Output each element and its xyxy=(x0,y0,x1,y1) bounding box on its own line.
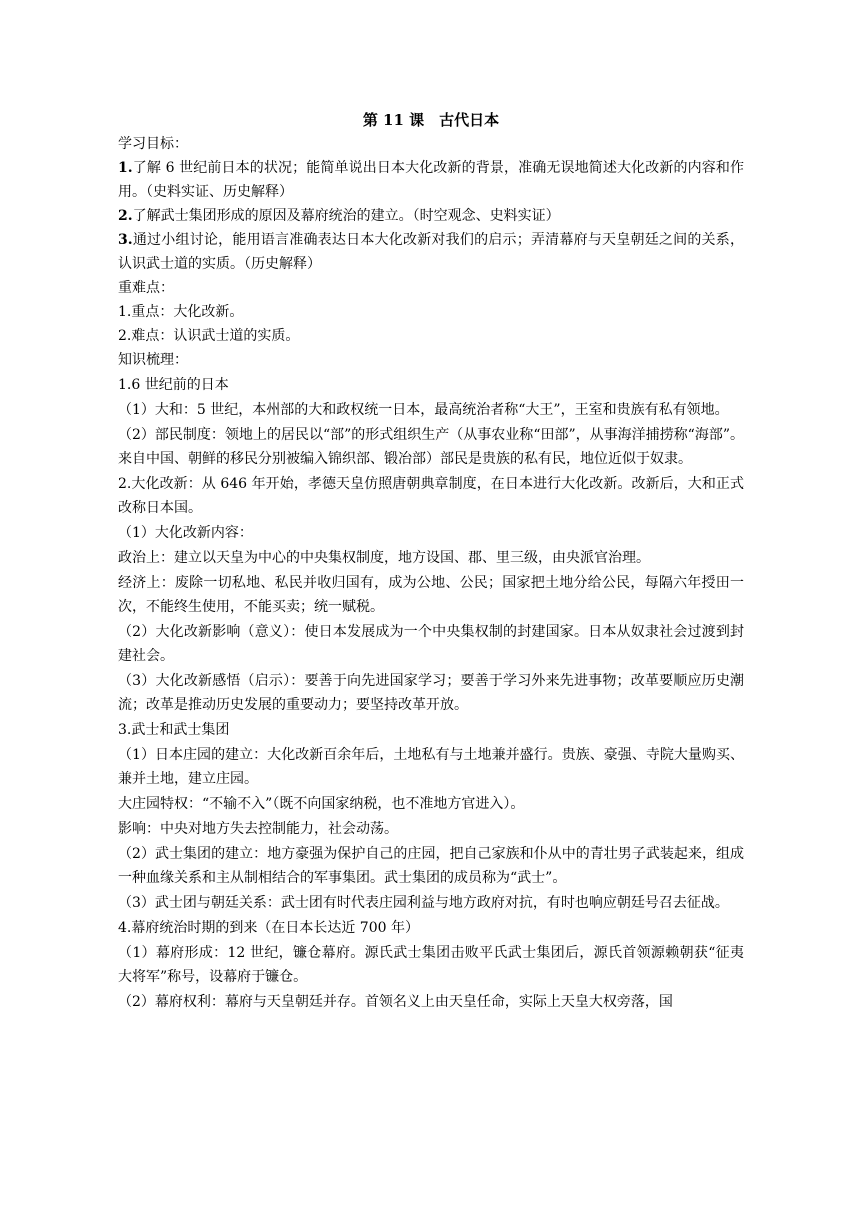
keypoint-item: 1.重点：大化改新。 xyxy=(118,304,244,320)
objective-text: 了解 6 世纪前日本的状况；能简单说出日本大化改新的背景，准确无误地简述大化改新的内容和作用。（史料实证、历史解释） xyxy=(118,160,744,200)
knowledge-paragraph: 政治上：建立以天皇为中心的中央集权制度，地方设国、郡、里三级，由央派官治理。 xyxy=(118,550,650,566)
knowledge-paragraph: （1）大化改新内容： xyxy=(118,525,253,541)
objective-number: 1. xyxy=(118,160,133,176)
knowledge-paragraph: 3.武士和武士集团 xyxy=(118,722,230,738)
knowledge-paragraph: 大庄园特权：“不输不入”（既不向国家纳税，也不准地方官进入）。 xyxy=(118,796,525,812)
knowledge-paragraph: （1）日本庄园的建立：大化改新百余年后，土地私有与土地兼并盛行。贵族、豪强、寺院大量购买、兼并土地，建立庄园。 xyxy=(118,747,744,787)
knowledge-paragraph: 2.大化改新：从 646 年开始，孝德天皇仿照唐朝典章制度，在日本进行大化改新。改新后，大和正式改称日本国。 xyxy=(118,476,744,516)
knowledge-paragraph: 1.6 世纪前的日本 xyxy=(118,377,229,393)
knowledge-paragraph: （3）武士团与朝廷关系：武士团有时代表庄园利益与地方政府对抗，有时也响应朝廷号召去征战。 xyxy=(118,895,729,911)
knowledge-heading: 知识梳理： xyxy=(118,352,188,368)
knowledge-paragraph: （2）武士集团的建立：地方豪强为保护自己的庄园，把自己家族和仆从中的青壮男子武装起来，组成一种血缘关系和主从制相结合的军事集团。武士集团的成员称为“武士”。 xyxy=(118,846,744,886)
objective-item xyxy=(118,156,744,204)
objective-text: 了解武士集团形成的原因及幕府统治的建立。（时空观念、史料实证） xyxy=(132,208,560,224)
knowledge-paragraph: 4.幕府统治时期的到来（在日本长达近 700 年） xyxy=(118,920,419,936)
objective-number: 2. xyxy=(118,208,133,224)
lesson-title: 第 11 课 古代日本 xyxy=(362,111,500,129)
knowledge-paragraph: （2）幕府权利：幕府与天皇朝廷并存。首领名义上由天皇任命，实际上天皇大权旁落，国 xyxy=(118,994,673,1010)
keypoints-heading: 重难点： xyxy=(118,280,174,296)
objective-item xyxy=(118,228,744,276)
knowledge-paragraph: （3）大化改新感悟（启示）：要善于向先进国家学习；要善于学习外来先进事物；改革要顺应历史潮流；改革是推动历史发展的重要动力；要坚持改革开放。 xyxy=(118,673,744,713)
knowledge-paragraph: 影响：中央对地方失去控制能力，社会动荡。 xyxy=(118,821,398,837)
document-body xyxy=(118,109,744,1014)
knowledge-paragraph: （2）大化改新影响（意义）：使日本发展成为一个中央集权制的封建国家。日本从奴隶社会过渡到封建社会。 xyxy=(118,624,744,664)
objectives-heading: 学习目标： xyxy=(118,136,188,152)
keypoint-item: 2.难点：认识武士道的实质。 xyxy=(118,328,300,344)
knowledge-paragraph: 经济上：废除一切私地、私民并收归国有，成为公地、公民；国家把土地分给公民，每隔六年授田一次，不能终生使用，不能买卖；统一赋税。 xyxy=(118,575,744,615)
knowledge-paragraph: （2）部民制度：领地上的居民以“部”的形式组织生产（从事农业称“田部”，从事海洋捕捞称“海部”。来自中国、朝鲜的移民分别被编入锦织部、锻冶部）部民是贵族的私有民，地位近似于奴隶。 xyxy=(118,427,744,467)
objective-item xyxy=(118,204,744,228)
objective-number: 3. xyxy=(118,232,133,248)
knowledge-paragraph: （1）大和：5 世纪，本州部的大和政权统一日本，最高统治者称“大王”，王室和贵族有私有领地。 xyxy=(118,402,729,418)
knowledge-paragraph: （1）幕府形成：12 世纪，镰仓幕府。源氏武士集团击败平氏武士集团后，源氏首领源赖朝获“征夷大将军”称号，设幕府于镰仓。 xyxy=(118,945,744,985)
objective-text: 通过小组讨论，能用语言准确表达日本大化改新对我们的启示；弄清幕府与天皇朝廷之间的关系，认识武士道的实质。（历史解释） xyxy=(118,232,744,272)
